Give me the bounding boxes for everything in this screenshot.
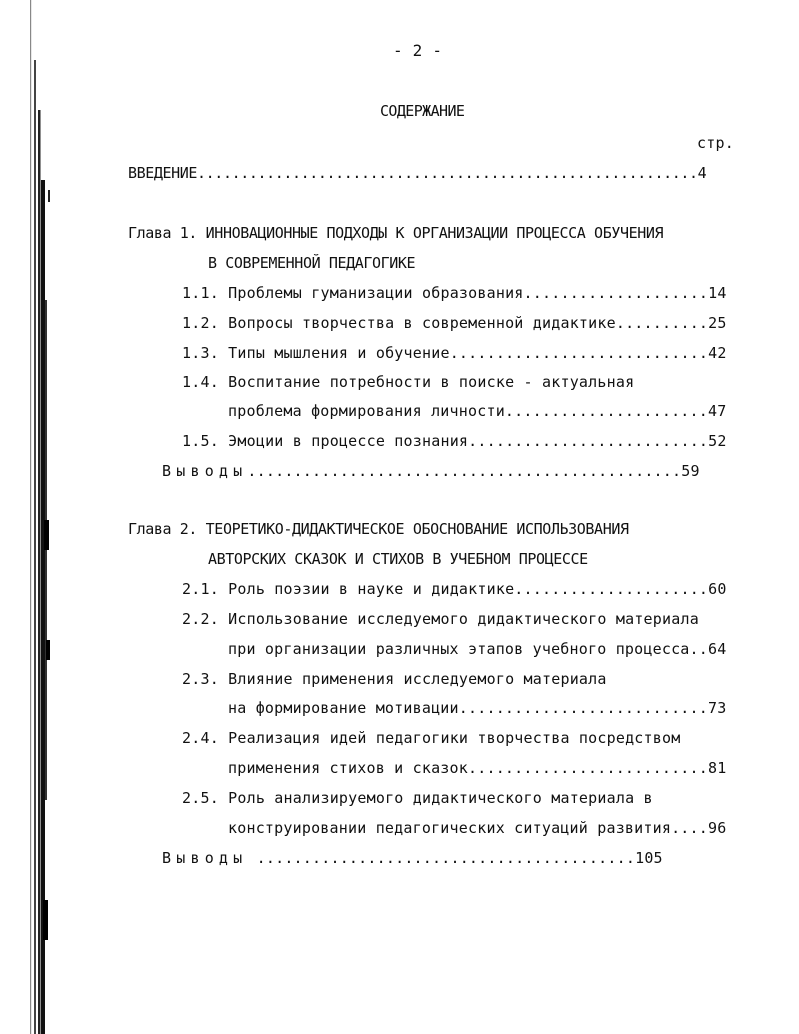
- toc-entry-1-3: 1.3. Типы мышления и обучение............................42: [182, 344, 727, 362]
- toc-entry-chapter-1-conclusions: [162, 462, 700, 480]
- toc-entry-1-4-continued: проблема формирования личности......................47: [228, 402, 727, 420]
- toc-entry-2-2: 2.2. Использование исследуемого дидактического материала: [182, 610, 699, 628]
- page-number: - 2 -: [393, 41, 443, 60]
- scan-binding-edge: [0, 0, 60, 1034]
- toc-entry-introduction: ВВЕДЕНИЕ..........................................................4: [128, 164, 707, 182]
- chapter-1-heading-continued: В СОВРЕМЕННОЙ ПЕДАГОГИКЕ: [208, 254, 416, 272]
- toc-entry-2-3-continued: на формирование мотивации...........................73: [228, 699, 727, 717]
- toc-entry-1-5: 1.5. Эмоции в процессе познания..........................52: [182, 432, 727, 450]
- conclusions-leader: ...............................................59: [247, 462, 700, 480]
- chapter-2-heading-continued: АВТОРСКИХ СКАЗОК И СТИХОВ В УЧЕБНОМ ПРОЦЕССЕ: [208, 550, 588, 568]
- toc-entry-2-5: 2.5. Роль анализируемого дидактического материала в: [182, 789, 653, 807]
- conclusions-label: Выводы: [162, 462, 248, 480]
- toc-entry-2-4: 2.4. Реализация идей педагогики творчества посредством: [182, 729, 681, 747]
- toc-entry-2-5-continued: конструировании педагогических ситуаций развития....96: [228, 819, 727, 837]
- page-title: СОДЕРЖАНИЕ: [380, 102, 465, 120]
- chapter-2-heading: Глава 2. ТЕОРЕТИКО-ДИДАКТИЧЕСКОЕ ОБОСНОВАНИЕ ИСПОЛЬЗОВАНИЯ: [128, 520, 629, 538]
- toc-entry-1-4: 1.4. Воспитание потребности в поиске - актуальная: [182, 373, 635, 391]
- toc-entry-2-4-continued: применения стихов и сказок..........................81: [228, 759, 727, 777]
- toc-entry-1-1: 1.1. Проблемы гуманизации образования....................14: [182, 284, 727, 302]
- toc-entry-2-2-continued: при организации различных этапов учебного процесса..64: [228, 640, 727, 658]
- chapter-1-heading: Глава 1. ИННОВАЦИОННЫЕ ПОДХОДЫ К ОРГАНИЗАЦИИ ПРОЦЕССА ОБУЧЕНИЯ: [128, 224, 664, 242]
- toc-entry-1-2: 1.2. Вопросы творчества в современной дидактике..........25: [182, 314, 727, 332]
- conclusions-leader: .........................................105: [247, 849, 663, 867]
- toc-entry-2-1: 2.1. Роль поэзии в науке и дидактике.....................60: [182, 580, 727, 598]
- toc-entry-chapter-2-conclusions: [162, 849, 663, 867]
- conclusions-label: Выводы: [162, 849, 248, 867]
- toc-entry-2-3: 2.3. Влияние применения исследуемого материала: [182, 670, 607, 688]
- page-column-label: стр.: [697, 134, 734, 152]
